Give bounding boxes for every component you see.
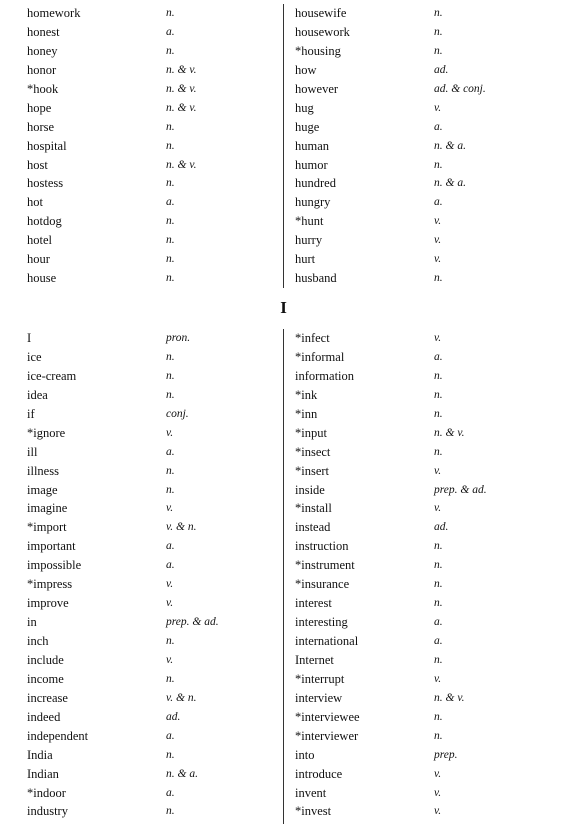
entry-word: house — [27, 271, 57, 286]
entry-part-of-speech: n. — [166, 388, 175, 401]
entry-part-of-speech: n. & a. — [166, 767, 198, 780]
entry-word: introduce — [295, 766, 343, 781]
entry-row — [27, 137, 277, 156]
entry-row — [27, 784, 277, 803]
entry-part-of-speech: v. — [434, 767, 442, 780]
entry-row — [27, 518, 277, 537]
entry-part-of-speech: n. & v. — [166, 158, 197, 171]
entry-part-of-speech: n. — [434, 710, 443, 723]
entry-word: instruction — [295, 539, 349, 554]
entry-row — [27, 174, 277, 193]
entry-part-of-speech: v. — [434, 805, 442, 818]
entry-part-of-speech: prep. — [434, 748, 458, 761]
entry-part-of-speech: a. — [166, 786, 175, 799]
entry-part-of-speech: n. — [166, 7, 175, 19]
entry-part-of-speech: n. — [166, 177, 175, 190]
entry-part-of-speech: v. — [434, 672, 442, 685]
entry-part-of-speech: a. — [166, 25, 175, 38]
entry-word: *instrument — [295, 558, 355, 573]
entry-word: *ignore — [27, 425, 66, 440]
entry-word: honest — [27, 24, 60, 39]
entry-part-of-speech: n. — [166, 253, 175, 266]
entry-word: hotdog — [27, 214, 62, 229]
entry-row — [295, 231, 555, 250]
entry-part-of-speech: n. — [434, 445, 443, 458]
entry-part-of-speech: pron. — [166, 332, 191, 344]
entry-part-of-speech: conj. — [166, 407, 189, 420]
entry-part-of-speech: v. — [434, 786, 442, 799]
entry-word: impossible — [27, 558, 82, 573]
column-divider — [283, 329, 284, 824]
entry-row — [295, 518, 555, 537]
entry-row — [27, 443, 277, 462]
entry-row — [27, 156, 277, 175]
entry-word: in — [27, 615, 37, 630]
entry-row — [295, 802, 555, 821]
entry-row — [295, 670, 555, 689]
entry-word: *infect — [295, 331, 330, 345]
entry-row — [27, 23, 277, 42]
entry-word: *interrupt — [295, 671, 345, 686]
entry-word: interesting — [295, 615, 348, 630]
entry-part-of-speech: n. — [434, 272, 443, 285]
entry-word: if — [27, 406, 35, 421]
entry-word: hurry — [295, 233, 323, 248]
entry-row — [27, 212, 277, 231]
entry-row — [295, 156, 555, 175]
entry-word: *housing — [295, 43, 341, 58]
entry-word: human — [295, 138, 330, 153]
entry-part-of-speech: a. — [166, 445, 175, 458]
entry-word: hurt — [295, 252, 316, 267]
entry-part-of-speech: v. — [166, 578, 174, 591]
entry-word: income — [27, 671, 64, 686]
entry-word: interview — [295, 690, 343, 705]
entry-row — [27, 670, 277, 689]
entry-word: hour — [27, 252, 50, 267]
entry-word: Internet — [295, 652, 334, 667]
entry-word: Indian — [27, 766, 59, 781]
entry-row — [295, 80, 555, 99]
entry-word: ice-cream — [27, 368, 77, 383]
entry-row — [27, 689, 277, 708]
entry-row — [27, 231, 277, 250]
entry-word: increase — [27, 690, 68, 705]
entry-word: hot — [27, 195, 43, 210]
entry-word: hotel — [27, 233, 52, 248]
entry-row — [295, 329, 555, 348]
entry-row — [27, 462, 277, 481]
entry-word: hundred — [295, 176, 336, 191]
entry-row — [27, 4, 277, 23]
entry-word: imagine — [27, 501, 68, 516]
entry-row — [295, 23, 555, 42]
entry-word: improve — [27, 596, 69, 611]
entry-part-of-speech: ad. — [166, 710, 181, 723]
entry-row — [295, 367, 555, 386]
entry-part-of-speech: n. & v. — [434, 691, 465, 704]
entry-row — [27, 118, 277, 137]
entry-row — [295, 632, 555, 651]
entry-part-of-speech: n. & v. — [166, 101, 197, 114]
entry-part-of-speech: n. & v. — [166, 82, 197, 95]
entry-word: India — [27, 747, 53, 762]
entry-word: ill — [27, 444, 38, 459]
entry-row — [295, 727, 555, 746]
entry-row — [295, 348, 555, 367]
entry-part-of-speech: a. — [434, 635, 443, 647]
entry-word: *input — [295, 425, 327, 440]
entry-word: independent — [27, 728, 89, 743]
entry-row — [27, 651, 277, 670]
entry-word: husband — [295, 271, 337, 286]
entry-part-of-speech: n. & a. — [434, 139, 466, 152]
entry-part-of-speech: v. — [166, 502, 174, 515]
entry-part-of-speech: ad. — [434, 521, 449, 534]
entry-row — [27, 556, 277, 575]
entry-part-of-speech: n. — [434, 729, 443, 742]
entry-word: *interviewee — [295, 709, 360, 724]
entry-part-of-speech: n. — [166, 369, 175, 382]
entry-part-of-speech: n. & a. — [434, 177, 466, 190]
entry-word: homework — [27, 6, 81, 20]
entry-part-of-speech: v. — [166, 426, 174, 439]
entry-part-of-speech: prep. & ad. — [166, 616, 219, 629]
entry-word: horse — [27, 119, 55, 134]
entry-word: housewife — [295, 6, 347, 20]
entry-part-of-speech: n. — [166, 215, 175, 228]
entry-row — [295, 651, 555, 670]
entry-word: indeed — [27, 709, 61, 724]
left-column — [27, 4, 277, 288]
entry-part-of-speech: n. — [166, 483, 175, 496]
entry-word: illness — [27, 463, 59, 478]
entry-part-of-speech: v. — [166, 597, 174, 610]
entry-word: invent — [295, 785, 327, 800]
entry-row — [295, 193, 555, 212]
entry-part-of-speech: a. — [166, 559, 175, 572]
entry-row — [295, 137, 555, 156]
entry-row — [27, 424, 277, 443]
entry-part-of-speech: n. — [166, 139, 175, 152]
entry-word: *import — [27, 520, 67, 535]
entry-row — [295, 689, 555, 708]
entry-row — [295, 42, 555, 61]
letter-heading: I — [280, 298, 287, 317]
entry-word: *hook — [27, 81, 59, 96]
entry-part-of-speech: n. — [434, 7, 443, 19]
entry-part-of-speech: n. — [166, 234, 175, 247]
entry-part-of-speech: v. — [434, 234, 442, 247]
entry-part-of-speech: v. — [434, 101, 442, 114]
entry-word: *indoor — [27, 785, 66, 800]
entry-part-of-speech: n. — [166, 805, 175, 818]
column-divider — [283, 4, 284, 288]
entry-word: I — [27, 331, 32, 345]
entry-word: *insect — [295, 444, 331, 459]
entry-part-of-speech: a. — [434, 616, 443, 629]
entry-row — [295, 594, 555, 613]
entry-word: huge — [295, 119, 320, 134]
entry-row — [295, 746, 555, 765]
entry-part-of-speech: n. — [434, 407, 443, 420]
entry-row — [27, 61, 277, 80]
entry-row — [27, 269, 277, 288]
entry-row — [295, 481, 555, 500]
entry-row — [27, 594, 277, 613]
entry-word: *insert — [295, 463, 330, 478]
entry-row — [295, 537, 555, 556]
entry-word: *impress — [27, 577, 73, 592]
entry-word: image — [27, 482, 58, 497]
entry-row — [27, 537, 277, 556]
entry-part-of-speech: a. — [166, 540, 175, 553]
entry-row — [295, 556, 555, 575]
entry-word: *invest — [295, 804, 332, 819]
entry-row — [295, 118, 555, 137]
entry-word: international — [295, 634, 359, 648]
entry-row — [295, 269, 555, 288]
entry-part-of-speech: n. — [166, 350, 175, 363]
entry-part-of-speech: n. — [166, 44, 175, 57]
entry-row — [295, 443, 555, 462]
entry-part-of-speech: v. — [434, 464, 442, 477]
entry-part-of-speech: v. — [166, 653, 174, 666]
entry-word: instead — [295, 520, 331, 535]
entry-row — [295, 386, 555, 405]
entry-part-of-speech: n. — [166, 464, 175, 477]
entry-row — [27, 499, 277, 518]
entry-part-of-speech: n. — [166, 120, 175, 133]
entry-row — [295, 424, 555, 443]
entry-part-of-speech: v. — [434, 253, 442, 266]
entry-part-of-speech: n. & v. — [166, 63, 197, 76]
entry-row — [27, 708, 277, 727]
entry-word: hug — [295, 100, 314, 115]
entry-word: ice — [27, 349, 42, 364]
right-column — [295, 4, 555, 288]
entry-row — [27, 42, 277, 61]
entry-part-of-speech: a. — [166, 196, 175, 209]
entry-row — [295, 174, 555, 193]
entry-word: *ink — [295, 387, 318, 402]
entry-word: *install — [295, 501, 332, 516]
right-column — [295, 329, 555, 821]
entry-part-of-speech: ad. — [434, 63, 449, 76]
entry-row — [295, 499, 555, 518]
entry-word: honey — [27, 43, 58, 58]
entry-row — [295, 405, 555, 424]
entry-row — [27, 802, 277, 821]
entry-row — [27, 613, 277, 632]
entry-part-of-speech: a. — [166, 729, 175, 742]
entry-word: host — [27, 157, 48, 172]
entry-word: include — [27, 652, 64, 667]
entry-word: into — [295, 747, 315, 762]
entry-part-of-speech: n. — [434, 540, 443, 553]
entry-row — [27, 80, 277, 99]
entry-word: industry — [27, 804, 68, 819]
entry-row — [27, 348, 277, 367]
entry-row — [27, 329, 277, 348]
entry-row — [295, 765, 555, 784]
entry-part-of-speech: n. — [434, 559, 443, 572]
entry-part-of-speech: ad. & conj. — [434, 82, 486, 95]
entry-row — [27, 367, 277, 386]
entry-row — [295, 99, 555, 118]
entry-part-of-speech: a. — [434, 196, 443, 209]
entry-part-of-speech: n. — [434, 597, 443, 610]
entry-part-of-speech: v. — [434, 215, 442, 228]
entry-part-of-speech: prep. & ad. — [434, 483, 487, 496]
entry-word: humor — [295, 157, 328, 172]
entry-word: housework — [295, 24, 350, 39]
entry-part-of-speech: v. & n. — [166, 691, 197, 704]
entry-word: hospital — [27, 138, 67, 153]
entry-part-of-speech: n. — [434, 578, 443, 591]
entry-row — [27, 632, 277, 651]
entry-word: *insurance — [295, 577, 350, 592]
entry-part-of-speech: v. — [434, 332, 442, 344]
entry-part-of-speech: a. — [434, 120, 443, 133]
entry-row — [295, 708, 555, 727]
entry-word: information — [295, 368, 355, 383]
entry-part-of-speech: n. — [434, 388, 443, 401]
entry-row — [295, 4, 555, 23]
entry-part-of-speech: n. — [434, 25, 443, 38]
entry-row — [27, 727, 277, 746]
entry-word: hungry — [295, 195, 331, 210]
entry-word: honor — [27, 62, 57, 77]
entry-part-of-speech: n. — [434, 158, 443, 171]
entry-word: idea — [27, 387, 48, 402]
left-column — [27, 329, 277, 821]
entry-row — [27, 386, 277, 405]
entry-part-of-speech: v. — [434, 502, 442, 515]
entry-row — [27, 99, 277, 118]
entry-word: *interviewer — [295, 728, 359, 743]
entry-row — [295, 784, 555, 803]
entry-row — [295, 250, 555, 269]
entry-row — [295, 462, 555, 481]
entry-row — [27, 575, 277, 594]
entry-part-of-speech: n. — [166, 272, 175, 285]
entry-row — [27, 193, 277, 212]
entry-part-of-speech: v. & n. — [166, 521, 197, 534]
entry-part-of-speech: n. — [434, 369, 443, 382]
entry-word: how — [295, 62, 317, 77]
entry-row — [295, 61, 555, 80]
entry-word: inside — [295, 482, 325, 497]
entry-row — [27, 405, 277, 424]
entry-word: however — [295, 81, 339, 96]
entry-part-of-speech: n. — [434, 44, 443, 57]
entry-word: interest — [295, 596, 332, 611]
entry-row — [27, 250, 277, 269]
entry-part-of-speech: n. — [434, 653, 443, 666]
entry-word: *informal — [295, 349, 345, 364]
entry-row — [27, 481, 277, 500]
entry-part-of-speech: n. — [166, 748, 175, 761]
entry-row — [295, 212, 555, 231]
entry-row — [27, 765, 277, 784]
entry-row — [295, 575, 555, 594]
entry-word: inch — [27, 634, 49, 648]
entry-word: *hunt — [295, 214, 324, 229]
entry-word: hope — [27, 100, 52, 115]
entry-part-of-speech: a. — [434, 350, 443, 363]
entry-part-of-speech: n. — [166, 635, 175, 647]
entry-word: hostess — [27, 176, 64, 191]
entry-row — [27, 746, 277, 765]
entry-word: important — [27, 539, 76, 554]
entry-part-of-speech: n. — [166, 672, 175, 685]
entry-row — [295, 613, 555, 632]
entry-part-of-speech: n. & v. — [434, 426, 465, 439]
entry-word: *inn — [295, 406, 318, 421]
